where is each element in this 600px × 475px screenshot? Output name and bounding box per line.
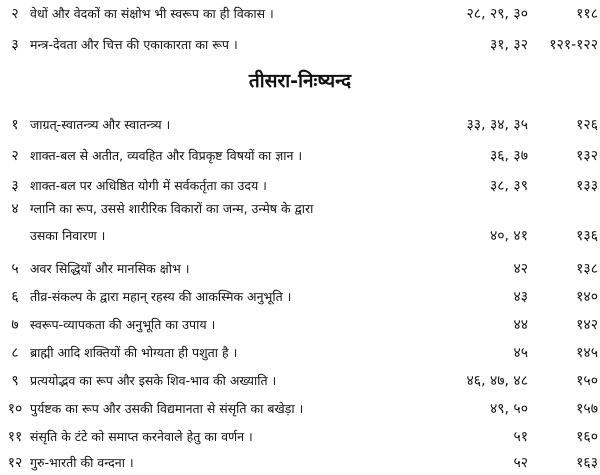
toc-entry	[0, 313, 600, 337]
entry-text: अवर सिद्धियाँ और मानसिक क्षोभ ।	[30, 261, 190, 276]
entry-page-number: १४०	[576, 289, 598, 305]
entry-text: संसृति के टंटे को समाप्त करनेवाले हेतु का वर्णन ।	[30, 429, 253, 444]
toc-entry	[0, 341, 600, 365]
toc-entry	[0, 197, 600, 221]
section-heading: तीसरा-निःष्यन्द	[248, 70, 352, 92]
entry-number: ३	[11, 37, 19, 53]
entry-text: शाक्त-बल पर अधिष्ठित योगी में सर्वकर्तृता का उदय ।	[30, 178, 267, 193]
entry-verses: ३३, ३४, ३५	[466, 117, 528, 133]
entry-verses: ४५	[513, 345, 528, 361]
toc-entry	[0, 397, 600, 421]
entry-text: गुरु-भारती की वन्दना ।	[30, 455, 134, 470]
entry-page-number: १४५	[576, 345, 598, 361]
entry-page-number: ११८	[576, 6, 598, 22]
entry-text: प्रत्ययोद्भव का रूप और इसके शिव-भाव की अख्याति ।	[30, 373, 277, 388]
entry-number: ७	[11, 317, 19, 333]
toc-entry	[0, 2, 600, 26]
toc-entry	[0, 224, 600, 248]
entry-page-number: १२६	[576, 117, 598, 133]
toc-entry	[0, 285, 600, 309]
entry-number: ८	[11, 345, 19, 361]
entry-page-number: १५७	[576, 401, 598, 417]
entry-verses: ४४	[513, 317, 528, 333]
entry-text: पुर्यष्टक का रूप और उसकी विद्यमानता से संसृति का बखेड़ा ।	[30, 401, 304, 416]
toc-entry	[0, 174, 600, 198]
entry-number: २	[11, 148, 19, 164]
toc-entry	[0, 257, 600, 281]
entry-number: ११	[7, 429, 23, 445]
entry-number: १०	[7, 401, 23, 417]
entry-verses: ३६, ३७	[489, 148, 528, 164]
entry-verses: २८, २९, ३०	[466, 6, 528, 22]
entry-text: उसका निवारण ।	[30, 228, 106, 243]
entry-verses: ४२	[513, 261, 528, 277]
entry-text: शाक्त-बल से अतीत, व्यवहित और विप्रकृष्ट विषयों का ज्ञान ।	[30, 148, 303, 163]
entry-page-number: १३२	[576, 148, 598, 164]
entry-verses: ५२	[513, 455, 528, 471]
entry-text: वेधों और वेदकों का संक्षोभ भी स्वरूप का ही विकास ।	[30, 6, 274, 21]
toc-entry	[0, 33, 600, 57]
entry-verses: ३१, ३२	[489, 37, 528, 53]
entry-page-number: १५०	[576, 373, 598, 389]
entry-page-number: १३३	[576, 178, 598, 194]
entry-verses: ३८, ३९	[489, 178, 528, 194]
entry-text: ग्लानि का रूप, उससे शारीरिक विकारों का जन्म, उन्मेष के द्वारा	[30, 201, 314, 216]
entry-number: ६	[11, 289, 19, 305]
entry-verses: ४९, ५०	[489, 401, 528, 417]
entry-page-number: १६०	[576, 429, 598, 445]
entry-page-number: १३६	[576, 228, 598, 244]
entry-verses: ४६, ४७, ४८	[466, 373, 528, 389]
entry-number: ४	[11, 201, 19, 217]
entry-text: मन्त्र-देवता और चित्त की एकाकारता का रूप ।	[30, 37, 238, 52]
entry-verses: ४३	[513, 289, 528, 305]
toc-entry	[0, 113, 600, 137]
entry-text: स्वरूप-व्यापकता की अनुभूति का उपाय ।	[30, 317, 216, 332]
entry-number: १	[11, 117, 19, 133]
toc-entry	[0, 451, 600, 475]
entry-verses: ५१	[513, 429, 528, 445]
entry-text: ब्राह्मी आदि शक्तियों की भोग्यता ही पशुता है ।	[30, 345, 238, 360]
entry-text: तीव्र-संकल्प के द्वारा महान् रहस्य की आकस्मिक अनुभूति ।	[30, 289, 292, 304]
toc-entry	[0, 369, 600, 393]
entry-text: जाग्रत्-स्वातन्त्र्य और स्वातन्त्र्य ।	[30, 117, 171, 132]
toc-entry	[0, 425, 600, 449]
entry-number: ९	[11, 373, 19, 389]
toc-entry	[0, 144, 600, 168]
entry-verses: ४०, ४१	[489, 228, 528, 244]
entry-page-number: १२१-१२२	[549, 37, 598, 53]
entry-page-number: १४२	[576, 317, 598, 333]
entry-number: २	[11, 6, 19, 22]
entry-page-number: १६३	[576, 455, 598, 471]
entry-number: १२	[7, 455, 23, 471]
entry-page-number: १३८	[576, 261, 598, 277]
entry-number: ३	[11, 178, 19, 194]
entry-number: ५	[11, 261, 19, 277]
